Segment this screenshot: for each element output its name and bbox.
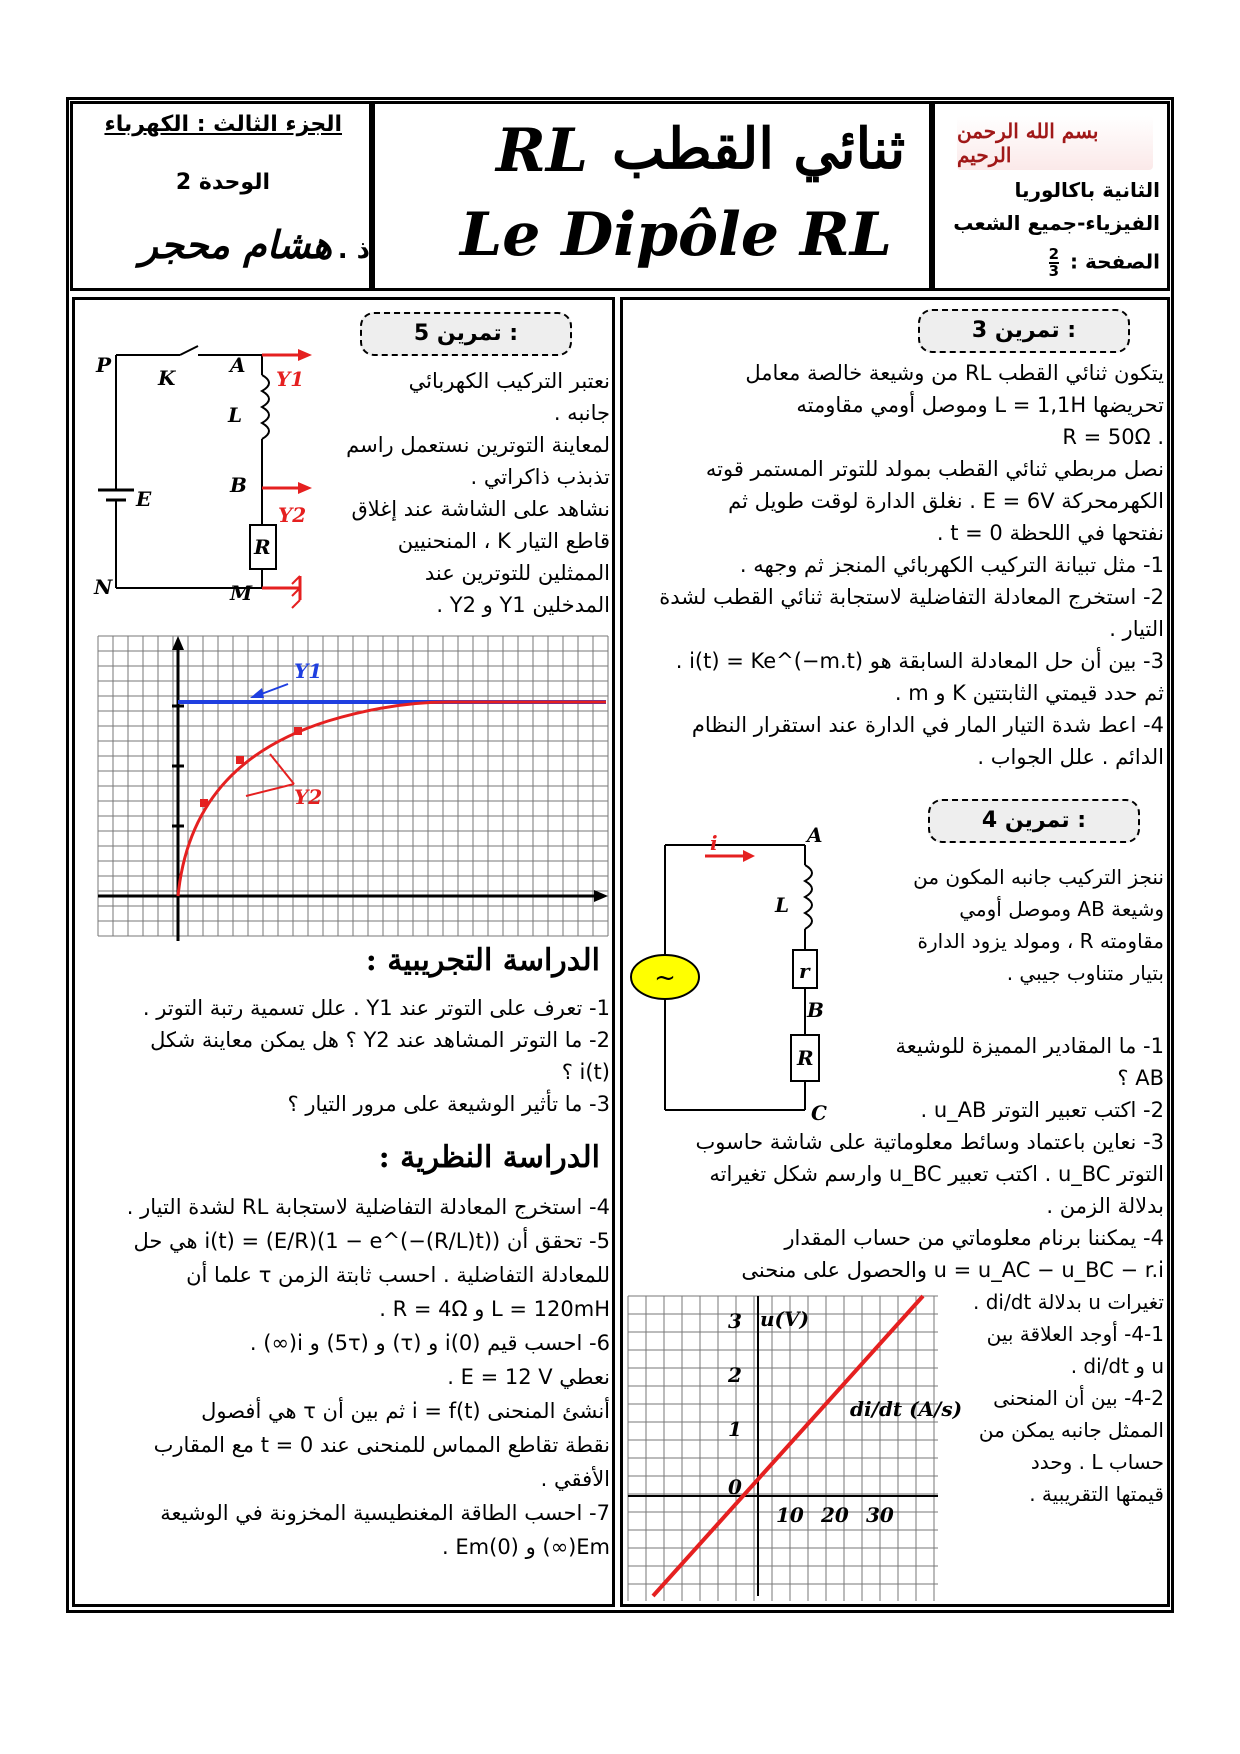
level-label: الثانية باكالوريا — [1014, 178, 1160, 202]
ex4-graph — [628, 1296, 963, 1601]
ex4-line-series — [653, 1296, 923, 1596]
ex4-question: u = u_AC − u_BC − r.i والحصول على منحنى — [741, 1258, 1164, 1282]
ex5-line: جانبه . — [553, 401, 610, 425]
ex4-line: بتيار متناوب جيبي . — [1006, 961, 1164, 985]
ex3-line: 2- استخرج المعادلة التفاضلية لاستجابة ثنائي القطب لشدة — [659, 585, 1164, 609]
ex4-line: وشيعة AB وموصل أومي — [959, 897, 1164, 921]
basmala-text: بسم الله الرحمن الرحيم — [957, 119, 1099, 167]
ground-icon — [292, 600, 300, 608]
ex5-circuit — [90, 350, 330, 630]
title-ar: ثنائي القطب — [612, 116, 906, 182]
ex3-line: . R = 50Ω — [1062, 425, 1164, 449]
ex5-x-arrow — [594, 890, 608, 902]
ex5-intro — [330, 365, 610, 621]
current-arrow-head — [743, 850, 755, 862]
ex3-line: 3- بين أن حل المعادلة السابقة هو i(t) = Ke^(−m.t) . — [675, 649, 1164, 673]
label-E: E — [136, 487, 152, 511]
teacher-label — [80, 222, 370, 267]
exp-study-title: الدراسة التجريبية : — [365, 943, 600, 978]
title-fr: Le Dipôle RL — [460, 200, 892, 270]
ex4-question: 1- ما المقادير المميزة للوشيعة — [895, 1034, 1164, 1058]
page-num: 2 — [1048, 245, 1060, 263]
exp-question: 3- ما تأثير الوشيعة على مرور التيار ؟ — [287, 1092, 610, 1116]
ex5-line: نشاهد على الشاشة عند إغلاق — [351, 497, 610, 521]
label-N: N — [94, 575, 113, 599]
label-Y2: Y2 — [278, 503, 307, 527]
inductor-coil — [805, 865, 812, 929]
ex4-question: حساب L . وحدد — [1030, 1450, 1164, 1474]
inductor-coil — [262, 375, 269, 439]
ex3-body — [628, 357, 1164, 773]
label-M: M — [230, 581, 253, 605]
exp-questions — [78, 992, 610, 1120]
ex4-line: مقاومته R ، ومولد يزود الدارة — [917, 929, 1164, 953]
ex4-ylabel: u(V) — [760, 1307, 809, 1331]
label-Y1: Y1 — [276, 367, 305, 391]
theo-question: الأفقي . — [540, 1467, 610, 1491]
ex3-line: 4- اعط شدة التيار المار في الدارة عند استقرار النظام — [691, 713, 1164, 737]
theo-question: 5- تحقق أن i(t) = (E/R)(1 − e^(−(R/L)t)) هي حل — [133, 1229, 610, 1253]
ex5-y-arrow — [172, 636, 184, 650]
subject-label: الفيزياء-جميع الشعب — [953, 211, 1160, 235]
ex5-line: الممثلين للتوترين عند — [424, 561, 610, 585]
ex3-line: الكهرمحركة E = 6V . نغلق الدارة لوقت طويل ثم — [728, 489, 1164, 513]
theo-question: نقطة تقاطع المماس للمنحنى عند t = 0 مع المقارب — [153, 1433, 610, 1457]
part-label: الجزء الثالث : الكهرباء — [104, 112, 342, 137]
ex4-grid — [628, 1296, 938, 1601]
ex5-Y2-marker — [200, 799, 208, 807]
ex5-Y2-marker — [294, 727, 302, 735]
ex4-line: ننجز التركيب جانبه المكون من — [913, 865, 1164, 889]
label-L: L — [775, 893, 790, 917]
ex5-Y2-label: Y2 — [294, 785, 323, 809]
ex4-xtick: 30 — [866, 1503, 894, 1527]
ex3-line: التيار . — [1109, 617, 1164, 641]
ex4-question: 4-2- بين أن المنحنى — [993, 1386, 1164, 1410]
ex4-intro — [870, 861, 1164, 989]
ex4-question: 4-1- أوجد العلاقة بين — [986, 1322, 1164, 1346]
exp-question: 2- ما التوتر المشاهد عند Y2 ؟ هل يمكن معاينة شكل — [150, 1028, 610, 1052]
ex4-question: 3- نعاين باعتماد وسائط معلوماتية على شاشة حاسوب — [695, 1130, 1164, 1154]
ex5-Y2-pointer — [270, 754, 294, 784]
theo-question: 4- استخرج المعادلة التفاضلية لاستجابة RL لشدة التيار . — [126, 1195, 610, 1219]
ex5-line: المدخلين Y1 و Y2 . — [436, 593, 610, 617]
ex5-line: تذبذب ذاكراتي . — [470, 465, 610, 489]
theo-question: للمعادلة التفاضلية . احسب ثابتة الزمن τ علما أن — [186, 1263, 610, 1287]
ex5-Y1-pointer-head — [250, 688, 264, 698]
ex3-line: نصل مربطي ثنائي القطب بمولد للتوتر المستمر قوته — [705, 457, 1164, 481]
unit-label: الوحدة 2 — [175, 170, 270, 195]
page-fraction — [1049, 247, 1059, 279]
teacher-prefix: ذ . — [337, 235, 370, 265]
ex4-questions-side — [940, 1286, 1164, 1510]
ex4-question: تغيرات u بدلالة di/dt . — [973, 1290, 1164, 1314]
theo-question: أنشئ المنحنى i = f(t) ثم بين أن τ هي أفصول — [201, 1399, 610, 1423]
theo-study-title: الدراسة النظرية : — [378, 1140, 600, 1175]
label-K: K — [158, 366, 176, 390]
label-A: A — [230, 353, 246, 377]
ex4-question: 2- اكتب تعبير التوتر u_AB . — [920, 1098, 1164, 1122]
ex3-badge: تمرين 3 : — [918, 309, 1130, 353]
theo-question: 7- احسب الطاقة المغنطيسية المخزونة في الوشيعة — [160, 1501, 610, 1525]
label-R: R — [797, 1046, 814, 1070]
ex4-badge: تمرين 4 : — [928, 799, 1140, 843]
theo-question: نعطي E = 12 V . — [447, 1365, 610, 1389]
exp-question: i(t) ؟ — [561, 1060, 610, 1084]
label-r: r — [799, 959, 810, 983]
ex4-xlabel: di/dt (A/s) — [850, 1397, 963, 1421]
ex4-question: الممثل جانبه يمكن من — [978, 1418, 1164, 1442]
page-label — [940, 247, 1160, 279]
ex4-ytick: 1 — [728, 1417, 742, 1441]
page-label-text: الصفحة : — [1070, 249, 1160, 274]
title-rl-top: RL — [496, 116, 589, 186]
label-P: P — [96, 353, 112, 377]
ex5-badge: تمرين 5 : — [360, 312, 572, 356]
ex5-line: قاطع التيار K ، المنحنيين — [397, 529, 610, 553]
ex3-line: الدائم . علل الجواب . — [977, 745, 1164, 769]
ex5-line: لمعاينة التوترين نستعمل راسم — [346, 433, 610, 457]
ex4-question: AB ؟ — [1117, 1066, 1164, 1090]
ex4-question: قيمتها التقريبية . — [1029, 1482, 1164, 1506]
label-C: C — [811, 1101, 827, 1125]
ex4-question: بدلالة الزمن . — [1046, 1194, 1164, 1218]
label-B: B — [230, 473, 247, 497]
ex4-questions-top — [628, 1030, 1164, 1286]
theo-question: L = 120mH و R = 4Ω . — [379, 1297, 610, 1321]
label-R: R — [254, 535, 271, 559]
probe-Y1-head — [298, 349, 312, 361]
ex3-line: 1- مثل تبيانة التركيب الكهربائي المنجز ثم وجهه . — [739, 553, 1164, 577]
ex4-question: التوتر u_BC . اكتب تعبير u_BC وارسم شكل تغيراته — [709, 1162, 1164, 1186]
theo-questions — [78, 1190, 610, 1564]
ex3-line: تحريضها L = 1,1H وموصل أومي مقاومته — [796, 393, 1164, 417]
theo-question: 6- احسب قيم i(0) و (τ) و (5τ) و i(∞) . — [249, 1331, 610, 1355]
ex4-xtick: 10 — [776, 1503, 804, 1527]
ex4-question: u و di/dt . — [1070, 1354, 1164, 1378]
ex4-question: 4- يمكننا برنام معلوماتي من حساب المقدار — [784, 1226, 1164, 1250]
ex3-line: يتكون ثنائي القطب RL من وشيعة خالصة معامل — [745, 361, 1164, 385]
ac-symbol: ~ — [654, 963, 676, 993]
ex4-xtick: 20 — [821, 1503, 849, 1527]
teacher-name: هشام محجر — [139, 222, 333, 267]
ex4-ytick: 3 — [728, 1309, 742, 1333]
ex5-Y2-marker — [236, 756, 244, 764]
ex5-grid — [98, 636, 608, 936]
ex5-Y2-curve — [178, 702, 606, 896]
page-den: 3 — [1048, 262, 1060, 280]
basmala-logo — [957, 116, 1153, 170]
label-B: B — [807, 998, 824, 1022]
label-i: i — [710, 831, 718, 855]
probe-Y2-head — [298, 482, 312, 494]
ex3-line: ثم حدد قيمتي الثابتتين K و m . — [894, 681, 1164, 705]
ex4-ytick: 2 — [728, 1363, 742, 1387]
exp-question: 1- تعرف على التوتر عند Y1 . علل تسمية رتبة التوتر . — [142, 996, 610, 1020]
ex5-Y1-label: Y1 — [294, 659, 323, 683]
theo-question: Em(∞) و Em(0) . — [442, 1535, 610, 1559]
ex5-line: نعتبر التركيب الكهربائي — [408, 369, 610, 393]
ex3-line: نفتحها في اللحظة t = 0 . — [936, 521, 1164, 545]
label-L: L — [228, 403, 243, 427]
label-A: A — [807, 823, 823, 847]
ex5-graph — [98, 636, 608, 946]
ex4-xtick: 0 — [728, 1475, 742, 1499]
